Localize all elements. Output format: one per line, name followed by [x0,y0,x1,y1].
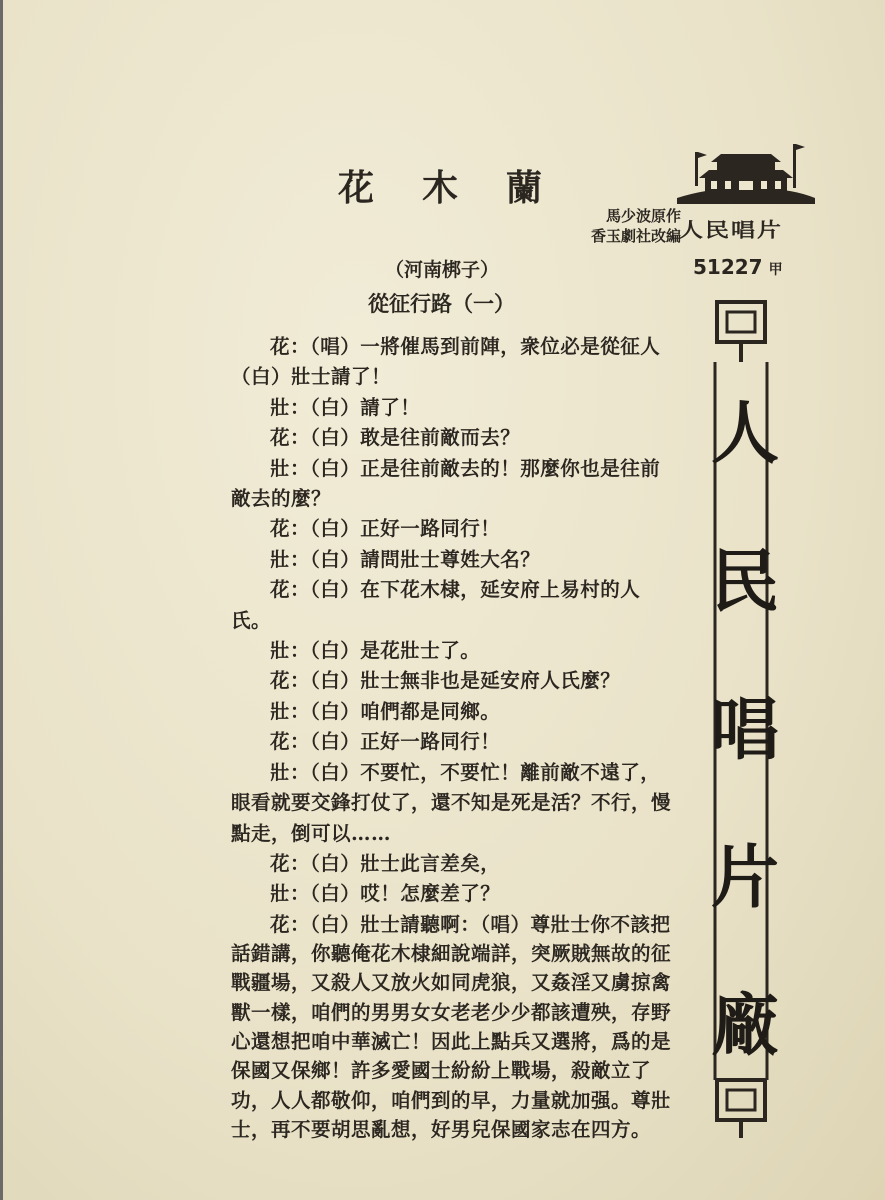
libretto-body [231,332,671,1144]
vertical-banner-char: 片 [711,838,780,918]
vertical-banner-text [711,360,780,1100]
libretto-line: 花：（白）在下花木棣，延安府上易村的人氏。 [231,578,641,632]
vertical-banner-char: 人 [711,394,780,474]
libretto-line: 壯：（白）咱們都是同鄉。 [270,699,501,723]
libretto-line: 壯：（白）請問壯士尊姓大名？ [270,547,541,571]
libretto-line: 花：（唱）一將催馬到前陣，衆位必是從征人（白）壯士請了！ [231,335,661,389]
logo-wordmark: 人民唱片 [679,218,783,242]
libretto-line: 花：（白）壯士此言差矣， [270,851,501,875]
catalog-side: 甲 [768,262,783,278]
libretto-line: 壯：（白）是花壯士了。 [270,639,481,663]
credit-adaptation: 香玉劇社改編 [590,227,681,245]
libretto-line: 花：（白）壯士請聽啊：（唱）尊壯士你不該把話錯講，你聽俺花木棣細說端詳，突厥賊無故的征戰疆場，又殺人又放火如同虎狼，又姦淫又虜掠禽獸一樣，咱們的男男女女老老少少都該遭殃，存野心還想把咱中華滅亡！因此上點兵又選將，爲的是保國又保鄉！許多愛國士紛紛上戰場，殺敵立了功，人人都敬仰，咱們到的早，力量就加强。尊壯士，再不要胡思亂想，好男兒保國家志在四方。 [231,912,672,1141]
vertical-banner-char: 唱 [711,690,780,770]
credit-original-author: 馬少波原作 [605,207,681,225]
genre-label: （河南梆子） [385,259,500,281]
libretto-line: 壯：（白）哎！怎麼差了？ [270,882,501,906]
section-heading: 從征行路（一） [368,291,515,316]
libretto-line: 花：（白）正好一路同行！ [270,730,501,754]
libretto-line: 壯：（白）請了！ [270,395,421,419]
credits [551,206,681,246]
vertical-banner-chars [711,360,780,1100]
libretto-line: 花：（白）壯士無非也是延安府人氏麼？ [270,669,621,693]
libretto-line: 壯：（白）不要忙，不要忙！離前敵不遠了，眼看就要交鋒打仗了，還不知是死是活？不行，慢點走，倒可以…… [231,760,672,845]
page-title: 花木蘭 [338,167,591,209]
vertical-banner-char: 民 [711,542,780,622]
catalog-number-value: 51227 [693,255,763,279]
libretto-line: 花：（白）敢是往前敵而去？ [270,426,521,450]
libretto-line: 花：（白）正好一路同行！ [270,517,501,541]
catalog-number [693,255,783,279]
libretto-line: 壯：（白）正是往前敵去的！那麼你也是往前敵去的麼？ [231,456,661,511]
vertical-banner-char: 廠 [711,986,780,1066]
